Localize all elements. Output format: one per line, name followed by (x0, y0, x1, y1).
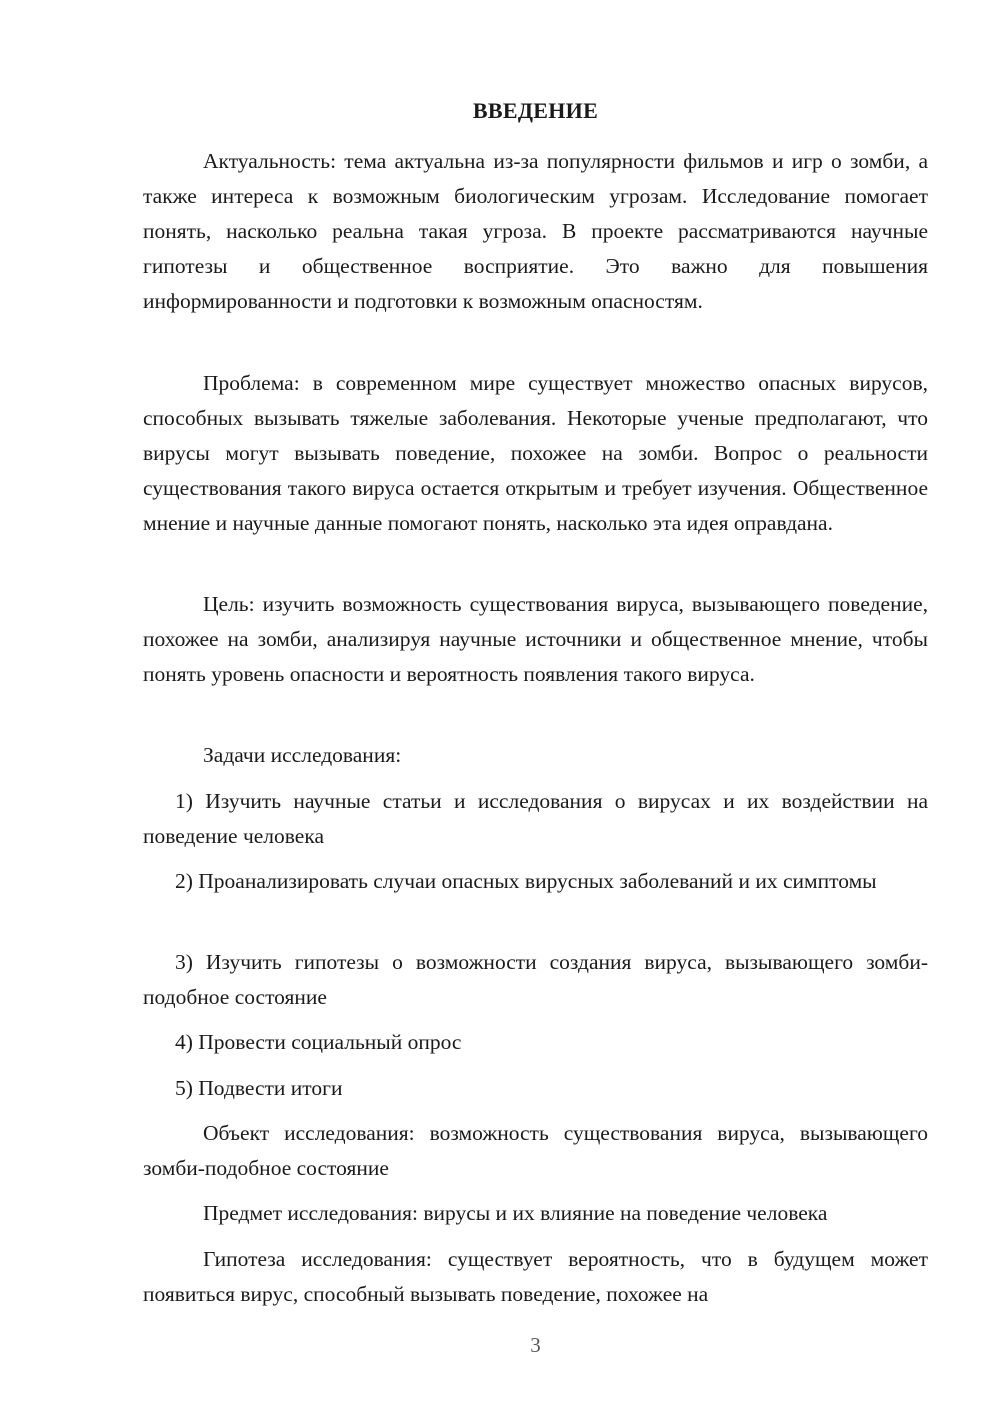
paragraph-problem: Проблема: в современном мире существует множество опасных вирусов, способных вызывать тяжелые заболевания. Некоторые ученые предполагают, что вирусы могут вызывать поведение, похожее на зомби. Вопрос о реальности существования такого вируса остается открытым и требует изучения. Общественное мнение и научные данные помогают понять, насколько эта идея оправдана. (143, 371, 928, 535)
task-item-3: 3) Изучить гипотезы о возможности создания вируса, вызывающего зомби-подобное состояние (143, 950, 928, 1009)
task-item-5: 5) Подвести итоги (175, 1076, 343, 1100)
tasks-heading: Задачи исследования: (203, 743, 402, 767)
paragraph-object: Объект исследования: возможность существования вируса, вызывающего зомби-подобное состояние (143, 1121, 928, 1180)
paragraph-hypothesis: Гипотеза исследования: существует вероятность, что в будущем может появиться вирус, способный вызывать поведение, похожее на (143, 1247, 928, 1306)
page-title: ВВЕДЕНИЕ (472, 98, 599, 123)
paragraph-relevance: Актуальность: тема актуальна из-за популярности фильмов и игр о зомби, а также интереса к возможным биологическим угрозам. Исследование помогает понять, насколько реальна такая угроза. В проекте рассматриваются научные гипотезы и общественное восприятие. Это важно для повышения информированности и подготовки к возможным опасностям. (143, 149, 928, 313)
task-item-4: 4) Провести социальный опрос (175, 1030, 462, 1054)
paragraph-goal: Цель: изучить возможность существования вируса, вызывающего поведение, похожее на зомби, анализируя научные источники и общественное мнение, чтобы понять уровень опасности и вероятность появления такого вируса. (143, 592, 928, 686)
page-number: 3 (530, 1333, 541, 1357)
task-item-1: 1) Изучить научные статьи и исследования о вирусах и их воздействии на поведение человека (143, 789, 928, 848)
paragraph-subject: Предмет исследования: вирусы и их влияние на поведение человека (203, 1201, 828, 1225)
task-item-2: 2) Проанализировать случаи опасных вирусных заболеваний и их симптомы (175, 869, 877, 893)
